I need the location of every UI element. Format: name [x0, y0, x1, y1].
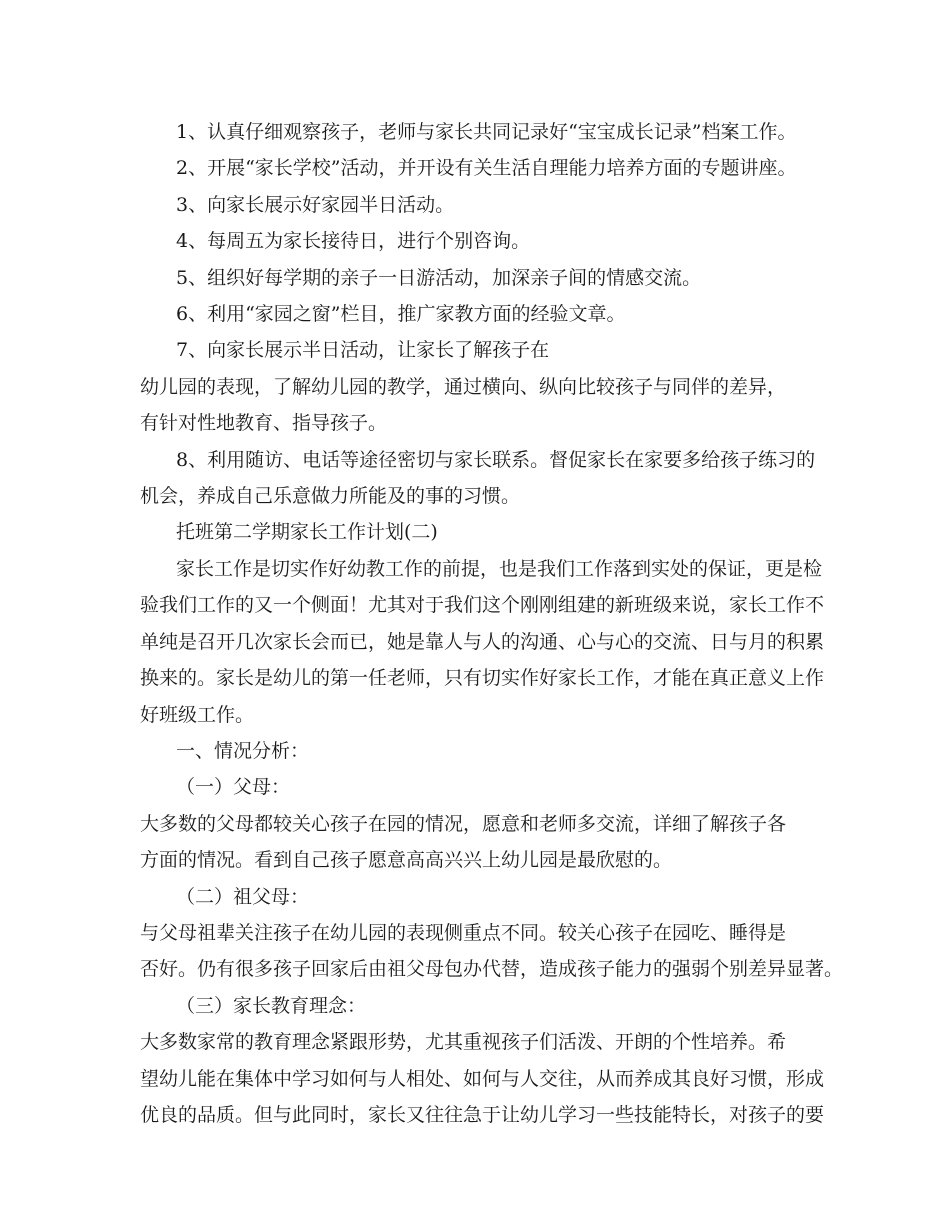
text-line: 望幼儿能在集体中学习如何与人相处、如何与人交往，从而养成其良好习惯，形成 — [140, 1067, 825, 1090]
text-line: 换来的。家长是幼儿的第一任老师，只有切实作好家长工作，才能在真正意义上作 — [140, 667, 825, 690]
subsection-heading: （二）祖父母： — [176, 885, 310, 908]
text-line: 家长工作是切实作好幼教工作的前提，也是我们工作落到实处的保证，更是检 — [176, 557, 823, 580]
text-line: 否好。仍有很多孩子回家后由祖父母包办代替，造成孩子能力的强弱个别差异显著。 — [140, 958, 844, 981]
text-line: 验我们工作的又一个侧面！尤其对于我们这个刚刚组建的新班级来说，家长工作不 — [140, 594, 825, 617]
text-line: 大多数家常的教育理念紧跟形势，尤其重视孩子们活泼、开朗的个性培养。希 — [140, 1031, 787, 1054]
text-line: 4、每周五为家长接待日，进行个别咨询。 — [176, 230, 531, 253]
text-line: 8、利用随访、电话等途径密切与家长联系。督促家长在家要多给孩子练习的 — [176, 448, 816, 471]
text-line: 优良的品质。但与此同时，家长又往往急于让幼儿学习一些技能特长，对孩子的要 — [140, 1103, 825, 1126]
text-line: 与父母祖辈关注孩子在幼儿园的表现侧重点不同。较关心孩子在园吃、睡得是 — [140, 921, 787, 944]
section-title: 托班第二学期家长工作计划(二) — [176, 521, 438, 544]
text-line: 2、开展“家长学校”活动，并开设有关生活自理能力培养方面的专题讲座。 — [176, 157, 797, 180]
subsection-heading: （三）家长教育理念： — [176, 994, 367, 1017]
text-line: 机会，养成自己乐意做力所能及的事的习惯。 — [140, 485, 521, 508]
text-line: 方面的情况。看到自己孩子愿意高高兴兴上幼儿园是最欣慰的。 — [140, 849, 673, 872]
text-line: 6、利用“家园之窗”栏目，推广家教方面的经验文章。 — [176, 303, 626, 326]
section-heading: 一、情况分析： — [176, 739, 310, 762]
text-line: 大多数的父母都较关心孩子在园的情况，愿意和老师多交流，详细了解孩子各 — [140, 812, 787, 835]
subsection-heading: （一）父母： — [176, 776, 291, 799]
text-line: 有针对性地教育、指导孩子。 — [140, 412, 388, 435]
document-body — [140, 114, 844, 1133]
text-line: 好班级工作。 — [140, 703, 255, 726]
text-line: 3、向家长展示好家园半日活动。 — [176, 193, 455, 216]
text-line: 5、组织好每学期的亲子一日游活动，加深亲子间的情感交流。 — [176, 266, 702, 289]
text-line: 幼儿园的表现，了解幼儿园的教学，通过横向、纵向比较孩子与同伴的差异， — [140, 375, 787, 398]
text-line: 7、向家长展示半日活动，让家长了解孩子在 — [176, 339, 550, 362]
text-line: 单纯是召开几次家长会而已，她是靠人与人的沟通、心与心的交流、日与月的积累 — [140, 630, 825, 653]
text-line: 1、认真仔细观察孩子，老师与家长共同记录好“宝宝成长记录”档案工作。 — [176, 121, 797, 143]
